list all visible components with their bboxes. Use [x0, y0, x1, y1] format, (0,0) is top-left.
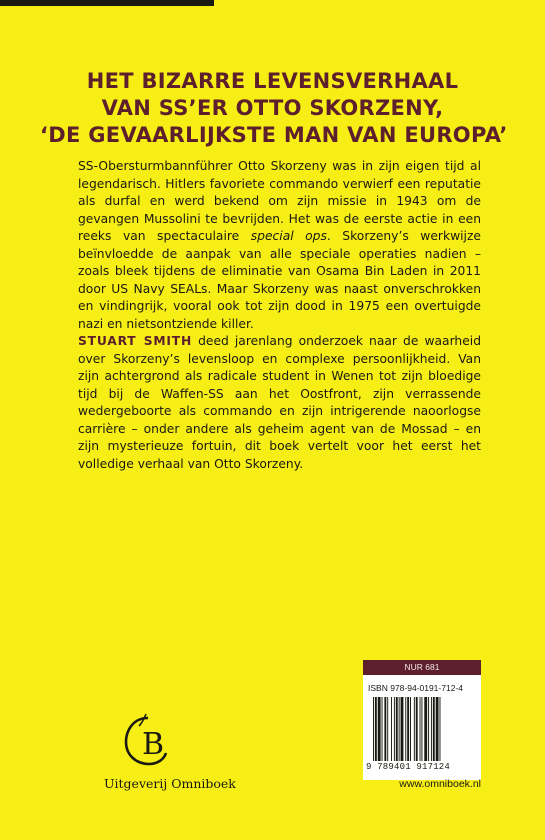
nur-label: NUR 681	[363, 660, 481, 675]
headline-line-2: VAN SS’ER OTTO SKORZENY,	[101, 96, 444, 120]
barcode-bar	[378, 697, 381, 761]
barcode-bars	[372, 697, 474, 761]
barcode-bar	[382, 697, 383, 761]
barcode-bar	[384, 697, 386, 761]
barcode-bar	[391, 697, 392, 761]
omniboek-b-logo-icon	[108, 710, 198, 770]
blurb-text-end: . Skorzeny’s werkwijze beïnvloedde de aanpak van alle speciale operaties nadien – zoals bleek tijdens de eliminatie van Osama Bin Laden in 2011 door US Navy SEALs. Maar Skorzeny was naast onverschrokken en vindingrijk, vooral ook tot zijn dood in 1975 een overtuigde nazi en nietsontziende killer.	[78, 229, 481, 331]
barcode-bar	[424, 697, 427, 761]
barcode-bar	[414, 697, 415, 761]
barcode-bar	[420, 697, 421, 761]
author-paragraph	[78, 333, 481, 473]
barcode-bar	[421, 697, 422, 761]
barcode-bar	[405, 697, 406, 761]
barcode-bar	[410, 697, 411, 761]
barcode-bar	[394, 697, 395, 761]
publisher-website: www.omniboek.nl	[399, 778, 481, 790]
barcode-bar	[396, 697, 398, 761]
svg-text:B: B	[142, 727, 165, 762]
barcode-bar	[433, 697, 435, 761]
blurb-text-start: SS-Obersturmbannführer Otto Skorzeny was in zijn eigen tijd al legendarisch. Hitlers favoriete commando verwierf een reputatie als durfal en werd bekend om zijn missie in 1943 om de gevangen Mussolini te bevrijden. Het was de eerste actie in een reeks van spectaculaire	[78, 159, 481, 243]
barcode-bar	[440, 697, 441, 761]
blurb-italic-term: special ops	[250, 229, 327, 243]
barcode-bar	[399, 697, 400, 761]
publisher-name: Uitgeverij Omniboek	[104, 776, 236, 791]
blurb-paragraph-1	[78, 158, 481, 333]
headline-line-1: HET BIZARRE LEVENSVERHAAL	[86, 69, 459, 93]
barcode-bar	[373, 697, 374, 761]
barcode-bar	[436, 697, 439, 761]
barcode-bar	[387, 697, 388, 761]
barcode-bar	[401, 697, 404, 761]
top-edge-bar	[0, 0, 214, 6]
barcode-bar	[431, 697, 432, 761]
isbn-label: ISBN 978-94-0191-712-4	[368, 683, 463, 693]
barcode-bar	[407, 697, 409, 761]
author-paragraph-text: deed jarenlang onderzoek naar de waarheid over Skorzeny’s levensloop en complexe persoonlijkheid. Van zijn achtergrond als radicale student in Wenen tot zijn bloedige tijd bij de Waffen-SS aan het Oostfront, zijn verrassende wedergeboorte als commando en zijn intrigerende naoorlogse carrière – onder andere als geheim agent van de Mossad – en zijn mysterieuze fortuin, dit boek vertelt voor het eerst het volledige verhaal van Otto Skorzeny.	[78, 334, 481, 471]
barcode-bar	[416, 697, 418, 761]
headline-line-3: ‘DE GEVAARLIJKSTE MAN VAN EUROPA’	[40, 123, 508, 147]
back-cover-headline	[40, 68, 508, 149]
barcode-bar	[375, 697, 377, 761]
barcode-bar	[428, 697, 429, 761]
author-name: STUART SMITH	[78, 334, 193, 348]
ean-digits: 9 789401 917124	[366, 762, 451, 772]
